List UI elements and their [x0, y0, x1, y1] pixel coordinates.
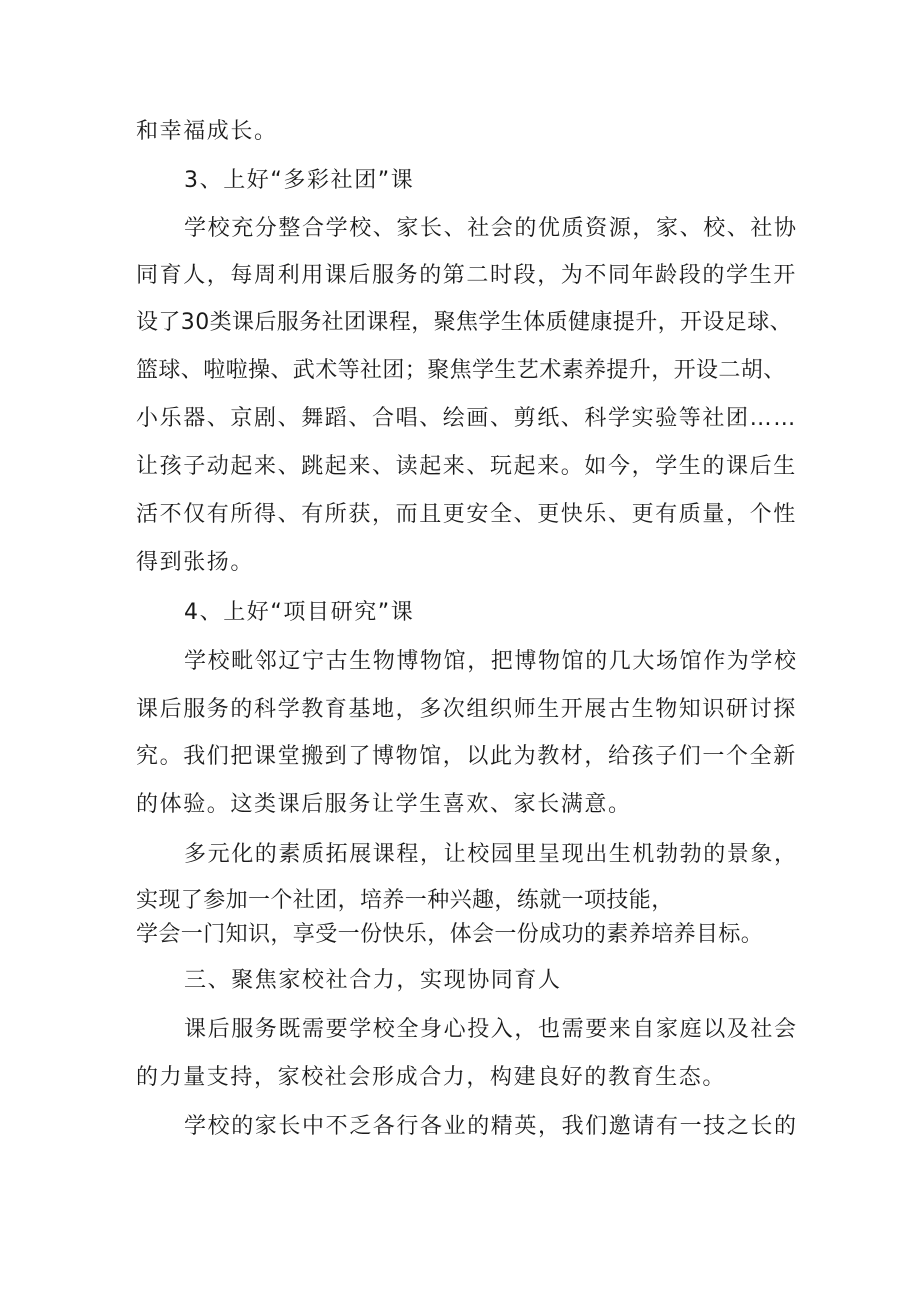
text-line: 同育人，每周利用课后服务的第二时段，为不同年龄段的学生开: [136, 263, 797, 288]
text-line: 学校的家长中不乏各行各业的精英，我们邀请有一技之长的: [184, 1114, 798, 1139]
text-line: 究。我们把课堂搬到了博物馆，以此为教材，给孩子们一个全新: [136, 744, 797, 769]
text-line: 活不仅有所得、有所获，而且更安全、更快乐、更有质量，个性: [136, 502, 797, 527]
text-line: 学校充分整合学校、家长、社会的优质资源，家、校、社协: [184, 216, 798, 241]
text-line: 多元化的素质拓展课程，让校园里呈现出生机勃勃的景象，: [184, 842, 798, 867]
text-line: 的力量支持，家校社会形成合力，构建良好的教育生态。: [136, 1065, 727, 1090]
text-line: 得到张扬。: [136, 550, 255, 575]
section-heading: 三、聚焦家校社合力，实现协同育人: [184, 968, 562, 993]
text-line: 课后服务的科学教育基地，多次组织师生开展古生物知识研讨探: [136, 697, 797, 722]
text-line: 课后服务既需要学校全身心投入，也需要来自家庭以及社会: [184, 1017, 798, 1042]
text-line: 设了30类课后服务社团课程，聚焦学生体质健康提升，开设足球、: [136, 310, 792, 335]
text-line: 学会一门知识，享受一份快乐，体会一份成功的素养培养目标。: [136, 922, 764, 947]
text-line: 的体验。这类课后服务让学生喜欢、家长满意。: [136, 792, 632, 817]
text-line: 让孩子动起来、跳起来、读起来、玩起来。如今，学生的课后生: [136, 454, 797, 479]
text-line: 小乐器、京剧、舞蹈、合唱、绘画、剪纸、科学实验等社团……: [136, 406, 797, 431]
section-heading: 4、上好“项目研究”课: [184, 600, 415, 625]
text-line: 篮球、啦啦操、武术等社团；聚焦学生艺术素养提升，开设二胡、: [136, 358, 786, 383]
text-line: 实现了参加一个社团，培养一种兴趣，练就一项技能，: [136, 888, 674, 913]
text-line: 和幸福成长。: [136, 119, 278, 144]
section-heading: 3、上好“多彩社团”课: [184, 168, 415, 193]
text-line: 学校毗邻辽宁古生物博物馆，把博物馆的几大场馆作为学校: [184, 649, 798, 674]
